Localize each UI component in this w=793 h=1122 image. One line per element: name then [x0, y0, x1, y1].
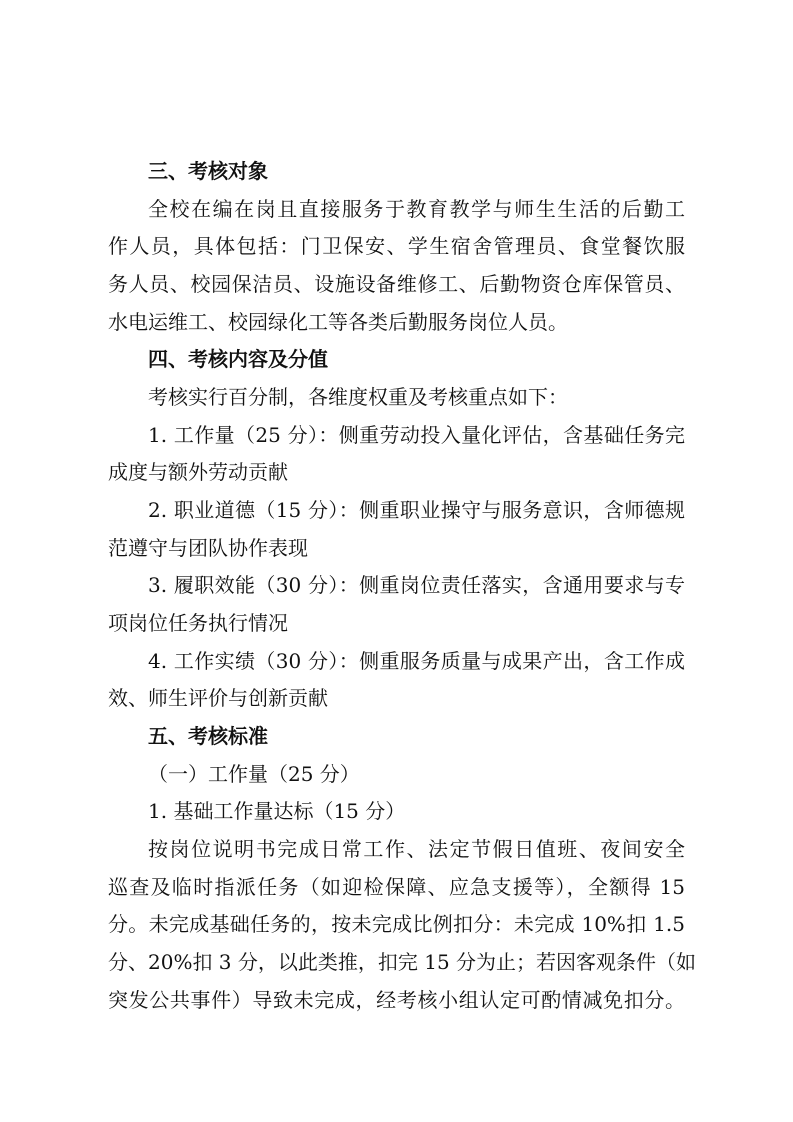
paragraph-line: 务人员、校园保洁员、设施设备维修工、后勤物资仓库保管员、 — [108, 272, 685, 296]
paragraph-line: 水电运维工、校园绿化工等各类后勤服务岗位人员。 — [108, 310, 568, 334]
paragraph-line: 考核实行百分制，各维度权重及考核重点如下： — [148, 385, 568, 409]
subsection-item-heading: 1. 基础工作量达标（15 分） — [148, 799, 406, 823]
list-item-line: 4. 工作实绩（30 分）：侧重服务质量与成果产出，含工作成 — [148, 649, 685, 673]
list-item-line: 3. 履职效能（30 分）：侧重岗位责任落实，含通用要求与专 — [148, 573, 685, 597]
section-heading-4: 四、考核内容及分值 — [148, 347, 328, 371]
list-item-line: 1. 工作量（25 分）：侧重劳动投入量化评估，含基础任务完 — [148, 423, 685, 447]
paragraph-line: 突发公共事件）导致未完成，经考核小组认定可酌情减免扣分。 — [108, 988, 685, 1012]
list-item-line: 范遵守与团队协作表现 — [108, 536, 308, 560]
paragraph-line: 全校在编在岗且直接服务于教育教学与师生生活的后勤工 — [148, 197, 685, 221]
subsection-heading: （一）工作量（25 分） — [148, 762, 360, 786]
list-item-line: 项岗位任务执行情况 — [108, 611, 288, 635]
paragraph-line: 分。未完成基础任务的，按未完成比例扣分：未完成 10%扣 1.5 — [108, 912, 685, 936]
paragraph-line: 作人员，具体包括：门卫保安、学生宿舍管理员、食堂餐饮服 — [108, 234, 685, 258]
paragraph-line: 巡查及临时指派任务（如迎检保障、应急支援等），全额得 15 — [108, 875, 685, 899]
paragraph-line: 按岗位说明书完成日常工作、法定节假日值班、夜间安全 — [148, 837, 685, 861]
paragraph-line: 分、20%扣 3 分，以此类推，扣完 15 分为止；若因客观条件（如 — [108, 950, 697, 974]
section-heading-5: 五、考核标准 — [148, 724, 268, 748]
list-item-line: 效、师生评价与创新贡献 — [108, 686, 328, 710]
section-heading-3: 三、考核对象 — [148, 159, 268, 183]
list-item-line: 2. 职业道德（15 分）：侧重职业操守与服务意识，含师德规 — [148, 498, 685, 522]
list-item-line: 成度与额外劳动贡献 — [108, 460, 288, 484]
